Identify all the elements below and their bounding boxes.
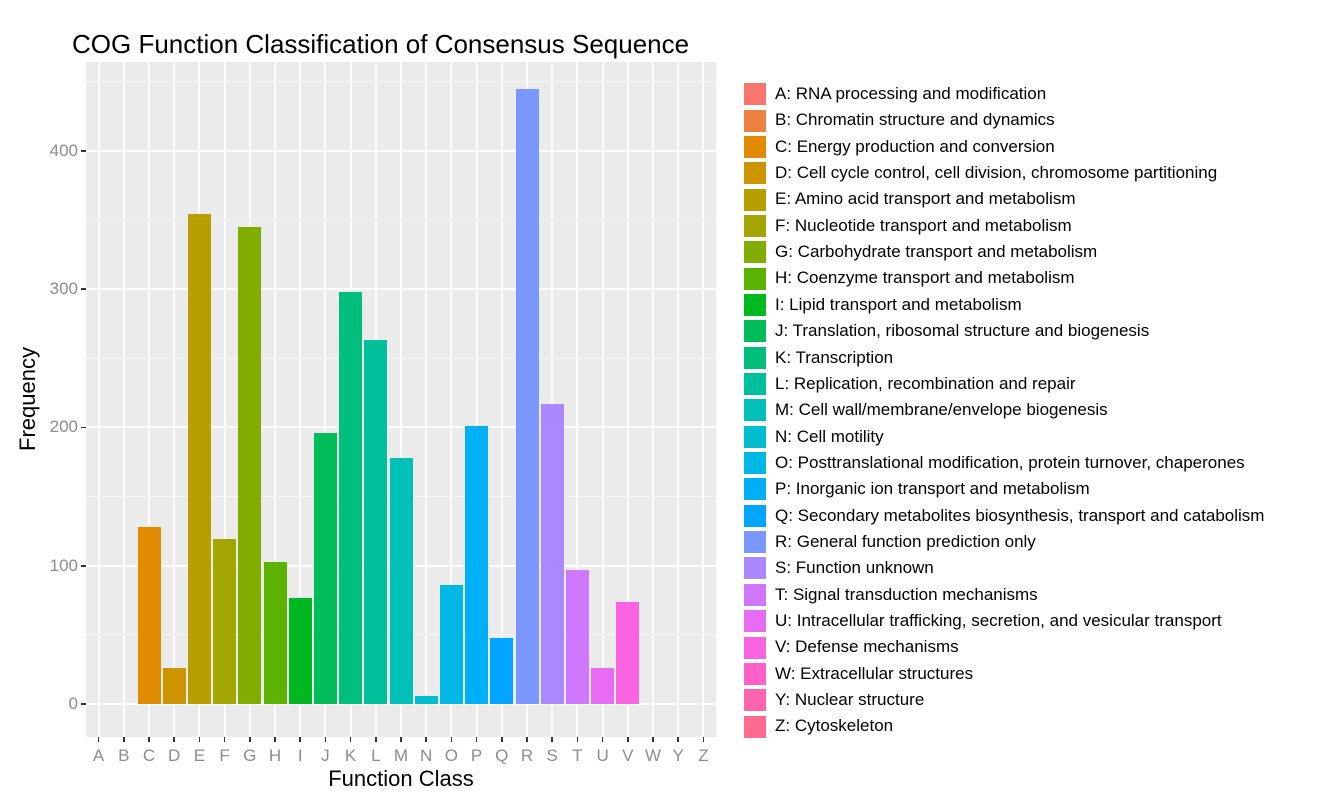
gridline-x-N <box>425 62 427 737</box>
x-tick-mark-A <box>98 737 100 742</box>
bar-P <box>465 426 488 704</box>
legend-row-B <box>744 107 1055 133</box>
x-tick-mark-O <box>451 737 453 742</box>
legend-row-A <box>744 81 1046 107</box>
bar-S <box>541 404 564 704</box>
y-tick-mark-0 <box>81 703 86 705</box>
x-tick-mark-C <box>148 737 150 742</box>
x-tick-label-Y: Y <box>672 746 684 765</box>
legend-row-D <box>744 160 1217 186</box>
legend-swatch-S <box>744 557 766 579</box>
y-axis-title: Frequency <box>15 347 40 451</box>
legend-label-T: T: Signal transduction mechanisms <box>775 584 1038 604</box>
legend-row-T <box>744 582 1038 608</box>
x-tick-label-S: S <box>546 746 558 765</box>
x-tick-mark-H <box>274 737 276 742</box>
legend-swatch-L <box>744 373 766 395</box>
y-tick-mark-100 <box>81 565 86 567</box>
legend-row-J <box>744 318 1149 344</box>
x-tick-mark-L <box>375 737 377 742</box>
x-tick-mark-J <box>325 737 327 742</box>
legend-label-W: W: Extracellular structures <box>775 663 974 683</box>
legend-swatch-B <box>744 110 766 132</box>
x-tick-label-Q: Q <box>495 746 509 765</box>
x-tick-label-M: M <box>393 746 409 765</box>
x-tick-label-W: W <box>644 746 662 765</box>
bar-N <box>415 696 438 704</box>
y-tick-mark-300 <box>81 288 86 290</box>
x-tick-label-Z: Z <box>698 746 709 765</box>
legend-row-H <box>744 265 1075 291</box>
x-tick-label-V: V <box>622 746 634 765</box>
legend-swatch-D <box>744 162 766 184</box>
legend-label-L: L: Replication, recombination and repair <box>775 373 1076 393</box>
chart-title: COG Function Classification of Consensus Sequence <box>72 29 690 59</box>
x-tick-label-U: U <box>596 746 609 765</box>
gridline-x-W <box>652 62 654 737</box>
legend-row-C <box>744 134 1055 160</box>
legend-label-Y: Y: Nuclear structure <box>775 690 925 710</box>
legend-label-F: F: Nucleotide transport and metabolism <box>775 215 1072 235</box>
x-tick-label-L: L <box>371 746 381 765</box>
x-tick-mark-F <box>224 737 226 742</box>
x-tick-label-E: E <box>193 746 206 765</box>
legend-label-C: C: Energy production and conversion <box>775 136 1055 156</box>
legend-swatch-M <box>744 399 766 421</box>
legend-label-A: A: RNA processing and modification <box>775 84 1047 103</box>
bar-C <box>138 527 161 704</box>
legend-label-Q: Q: Secondary metabolites biosynthesis, transport and catabolism <box>775 505 1265 525</box>
legend-row-W <box>744 661 973 687</box>
legend-swatch-J <box>744 320 766 342</box>
y-tick-mark-400 <box>81 150 86 152</box>
x-tick-mark-D <box>173 737 175 742</box>
legend-row-R <box>744 529 1036 555</box>
legend-row-F <box>744 213 1072 239</box>
gridline-x-Q <box>501 62 503 737</box>
y-tick-mark-200 <box>81 427 86 429</box>
x-tick-label-P: P <box>470 746 483 765</box>
y-tick-label-400: 400 <box>49 140 78 160</box>
bar-D <box>163 668 186 704</box>
x-tick-label-R: R <box>520 746 534 765</box>
legend-label-G: G: Carbohydrate transport and metabolism <box>775 242 1098 262</box>
legend-row-E <box>744 186 1075 212</box>
bar-Q <box>490 638 513 704</box>
x-tick-mark-Q <box>501 737 503 742</box>
legend-row-Z <box>744 713 893 739</box>
x-tick-mark-Z <box>703 737 705 742</box>
legend-label-B: B: Chromatin structure and dynamics <box>775 110 1055 130</box>
x-tick-label-N: N <box>420 746 433 765</box>
legend-row-L <box>744 371 1076 397</box>
legend-row-S <box>744 555 934 581</box>
x-tick-mark-Y <box>677 737 679 742</box>
y-tick-label-200: 200 <box>49 417 78 437</box>
bar-E <box>188 214 211 704</box>
x-axis-title: Function Class <box>328 766 474 791</box>
legend-label-H: H: Coenzyme transport and metabolism <box>775 268 1075 288</box>
legend-row-V <box>744 634 959 660</box>
legend-row-Y <box>744 687 924 713</box>
gridline-x-U <box>602 62 604 737</box>
legend-row-U <box>744 608 1222 634</box>
x-tick-mark-S <box>551 737 553 742</box>
x-tick-mark-K <box>350 737 352 742</box>
x-tick-mark-P <box>476 737 478 742</box>
x-tick-label-J: J <box>321 746 330 765</box>
bar-O <box>440 585 463 704</box>
x-tick-label-D: D <box>168 746 181 765</box>
legend-swatch-K <box>744 347 766 369</box>
legend-row-Q <box>744 503 1264 529</box>
legend-label-N: N: Cell motility <box>775 426 884 446</box>
gridline-x-Y <box>677 62 679 737</box>
legend-label-R: R: General function prediction only <box>775 531 1036 551</box>
x-tick-mark-G <box>249 737 251 742</box>
legend-swatch-W <box>744 663 766 685</box>
legend-swatch-Q <box>744 505 766 527</box>
y-tick-label-100: 100 <box>49 555 78 575</box>
legend-swatch-R <box>744 531 766 553</box>
plot-panel <box>86 62 716 737</box>
legend-swatch-V <box>744 637 766 659</box>
bar-G <box>238 227 261 704</box>
y-tick-label-300: 300 <box>49 279 78 299</box>
x-tick-label-B: B <box>118 746 130 765</box>
legend-row-O <box>744 450 1245 476</box>
legend-row-P <box>744 476 1090 502</box>
legend-row-K <box>744 345 893 371</box>
legend-swatch-O <box>744 452 766 474</box>
legend-label-U: U: Intracellular trafficking, secretion, and vesicular transport <box>775 611 1222 630</box>
legend-row-M <box>744 397 1108 423</box>
legend-label-M: M: Cell wall/membrane/envelope biogenesis <box>775 400 1108 420</box>
x-tick-mark-B <box>123 737 125 742</box>
legend-swatch-F <box>744 215 766 237</box>
legend-swatch-C <box>744 136 766 158</box>
bar-L <box>364 340 387 704</box>
x-tick-mark-E <box>199 737 201 742</box>
x-tick-label-T: T <box>572 746 583 765</box>
legend-label-E: E: Amino acid transport and metabolism <box>775 189 1076 209</box>
bar-H <box>264 562 287 704</box>
x-tick-label-K: K <box>344 746 357 765</box>
legend-swatch-T <box>744 584 766 606</box>
x-tick-label-O: O <box>444 746 458 765</box>
x-tick-label-A: A <box>92 746 105 765</box>
x-tick-mark-T <box>577 737 579 742</box>
legend-row-G <box>744 239 1097 265</box>
x-tick-mark-N <box>425 737 427 742</box>
legend-swatch-A <box>744 83 766 105</box>
gridline-x-D <box>173 62 175 737</box>
x-tick-label-H: H <box>268 746 282 765</box>
x-tick-label-C: C <box>142 746 156 765</box>
legend-row-N <box>744 424 884 450</box>
legend-label-K: K: Transcription <box>775 347 894 367</box>
legend-label-Z: Z: Cytoskeleton <box>775 716 894 736</box>
x-tick-mark-V <box>627 737 629 742</box>
bar-I <box>289 598 312 705</box>
gridline-x-Z <box>702 62 704 737</box>
legend-label-J: J: Translation, ribosomal structure and biogenesis <box>775 321 1150 341</box>
legend-label-S: S: Function unknown <box>775 558 934 578</box>
gridline-x-B <box>123 62 125 737</box>
bar-K <box>339 292 362 704</box>
legend-label-O: O: Posttranslational modification, protein turnover, chaperones <box>775 452 1245 472</box>
bar-F <box>213 539 236 704</box>
legend-swatch-U <box>744 610 766 632</box>
x-tick-mark-W <box>652 737 654 742</box>
legend-swatch-N <box>744 426 766 448</box>
legend-label-I: I: Lipid transport and metabolism <box>775 294 1022 314</box>
x-tick-mark-I <box>299 737 301 742</box>
x-tick-mark-M <box>400 737 402 742</box>
bar-R <box>516 89 539 705</box>
x-tick-mark-U <box>602 737 604 742</box>
legend-label-P: P: Inorganic ion transport and metabolism <box>775 479 1090 499</box>
x-tick-label-F: F <box>219 746 230 765</box>
legend-label-V: V: Defense mechanisms <box>775 637 959 657</box>
y-tick-label-0: 0 <box>68 694 78 714</box>
legend-label-D: D: Cell cycle control, cell division, chromosome partitioning <box>775 163 1218 183</box>
bar-V <box>616 602 639 704</box>
legend-swatch-Z <box>744 716 766 738</box>
legend-swatch-I <box>744 294 766 316</box>
legend-row-I <box>744 292 1022 318</box>
legend-swatch-H <box>744 268 766 290</box>
x-tick-label-I: I <box>297 746 303 765</box>
legend-swatch-G <box>744 241 766 263</box>
bar-T <box>566 570 589 704</box>
bar-M <box>390 458 413 704</box>
bar-J <box>314 433 337 704</box>
legend-swatch-E <box>744 189 766 211</box>
x-tick-mark-R <box>526 737 528 742</box>
x-tick-label-G: G <box>243 746 257 765</box>
bar-U <box>591 668 614 704</box>
legend-swatch-Y <box>744 689 766 711</box>
legend-swatch-P <box>744 478 766 500</box>
gridline-x-A <box>98 62 100 737</box>
